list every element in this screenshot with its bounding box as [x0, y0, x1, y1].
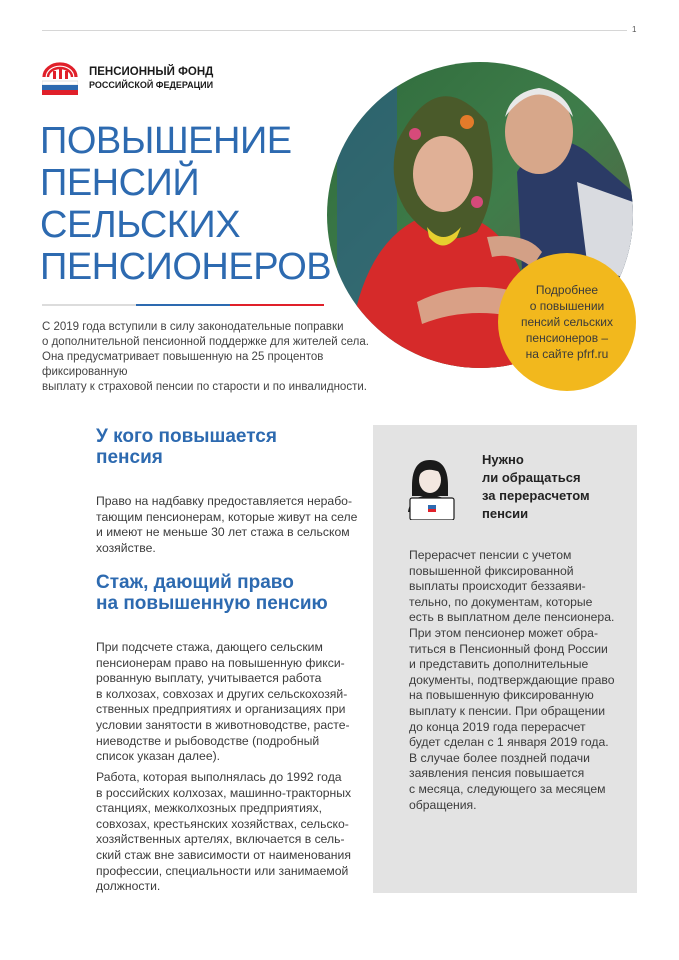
org-name-line1: ПЕНСИОННЫЙ ФОНД — [89, 66, 214, 78]
operator-avatar-icon — [400, 452, 462, 520]
who-heading — [96, 426, 336, 468]
divider-white-segment — [42, 304, 136, 306]
top-rule — [42, 30, 627, 31]
text-line: Перерасчет пенсии с учетом — [409, 548, 572, 562]
text-line: условии занятости в животноводстве, расте- — [96, 717, 350, 732]
text-line: есть в выплатном деле пенсионера. — [409, 610, 615, 625]
text-line: в колхозах, совхозах и других сельскохозяй- — [96, 686, 348, 701]
text-line: При этом пенсионер может обра- — [409, 625, 599, 640]
text-line: список указан далее). — [96, 749, 221, 764]
text-line: рованную выплату, учитывается работа — [96, 671, 322, 686]
heading-line: пенсия — [96, 447, 163, 468]
title-line: ПЕНСИЙ — [40, 162, 200, 204]
text-line: ский стаж вне зависимости от наименования — [96, 847, 351, 862]
text-line: на повышенную фиксированную — [409, 688, 594, 703]
text-line: до конца 2019 года перерасчет — [409, 719, 586, 734]
title-line: ПЕНСИОНЕРОВ — [40, 246, 332, 288]
text-line: в российских колхозах, машинно-тракторных — [96, 785, 352, 800]
page-title — [40, 120, 360, 288]
recalc-heading — [482, 451, 632, 523]
heading-line: ли обращаться — [482, 470, 581, 485]
text-line: выплаты происходит беззаяви- — [409, 579, 586, 594]
text-line: совхозах, крестьянских хозяйствах, сельско- — [96, 816, 349, 831]
text-line: станциях, межколхозных предприятиях, — [96, 801, 322, 816]
text-line: пенсионерам право на повышенную фикси- — [96, 655, 345, 670]
intro-line: Она предусматривает повышенную на 25 процентов фиксированную — [42, 351, 324, 378]
heading-line: Стаж, дающий право — [96, 572, 294, 593]
heading-line: пенсии — [482, 506, 529, 521]
stazh-heading — [96, 572, 376, 614]
intro-line: С 2019 года вступили в силу законодательные поправки — [42, 321, 344, 333]
text-line: ственных предприятиях и организациях при — [96, 702, 346, 717]
title-line: ПОВЫШЕНИЕ — [40, 120, 292, 162]
text-line: с месяца, следующего за месяцем — [409, 781, 606, 796]
org-name — [89, 66, 213, 91]
text-line: будет сделан с 1 января 2019 года. — [409, 735, 609, 750]
callout-line: пенсий сельских — [520, 315, 614, 329]
tricolor-divider — [42, 304, 324, 306]
callout-line: на сайте pfrf.ru — [525, 347, 609, 361]
text-line: профессии, специальности или занимаемой — [96, 863, 349, 878]
title-line: СЕЛЬСКИХ — [40, 204, 241, 246]
stazh-paragraph-2 — [96, 770, 364, 895]
callout-line: пенсионеров – — [525, 331, 609, 345]
text-line: ниеводстве и рыбоводстве (подробный — [96, 733, 320, 748]
stazh-paragraph-1 — [96, 640, 364, 765]
text-line: повышенной фиксированной — [409, 563, 574, 578]
text-line: Право на надбавку предоставляется нерабо- — [96, 494, 353, 508]
text-line: Работа, которая выполнялась до 1992 года — [96, 770, 342, 784]
text-line: выплату к пенсии. При обращении — [409, 703, 606, 718]
text-line: обращения. — [409, 797, 477, 812]
text-line: титься в Пенсионный фонд России — [409, 641, 608, 656]
page-number: 1 — [632, 25, 637, 34]
intro-paragraph — [42, 320, 412, 395]
text-line: хозяйстве. — [96, 540, 156, 555]
text-line: должности. — [96, 879, 161, 894]
recalc-paragraph — [409, 548, 629, 813]
text-line: тающим пенсионерам, которые живут на селе — [96, 509, 358, 524]
who-paragraph — [96, 494, 364, 556]
heading-line: за перерасчетом — [482, 488, 590, 503]
text-line: и представить дополнительные — [409, 657, 589, 672]
text-line: заявления пенсия повышается — [409, 766, 585, 781]
text-line: При подсчете стажа, дающего сельским — [96, 640, 323, 654]
pfr-logo-icon — [42, 62, 78, 96]
intro-line: выплату к страховой пенсии по старости и по инвалидности. — [42, 381, 367, 393]
org-name-line2: РОССИЙСКОЙ ФЕДЕРАЦИИ — [89, 79, 214, 90]
text-line: тельно, по документам, которые — [409, 594, 593, 609]
divider-blue-segment — [136, 304, 230, 306]
website-callout — [498, 253, 636, 391]
text-line: В случае более поздней подачи — [409, 750, 590, 765]
intro-line: о дополнительной пенсионной поддержке для жителей села. — [42, 336, 369, 348]
text-line: хозяйственных артелях, включается в сель- — [96, 832, 345, 847]
callout-line: Подробнее — [535, 283, 599, 297]
heading-line: на повышенную пенсию — [96, 593, 328, 614]
text-line: и имеют не меньше 30 лет стажа в сельском — [96, 525, 350, 540]
callout-line: о повышении — [529, 299, 605, 313]
heading-line: У кого повышается — [96, 426, 277, 447]
heading-line: Нужно — [482, 452, 524, 467]
divider-red-segment — [230, 304, 324, 306]
text-line: документы, подтверждающие право — [409, 672, 615, 687]
